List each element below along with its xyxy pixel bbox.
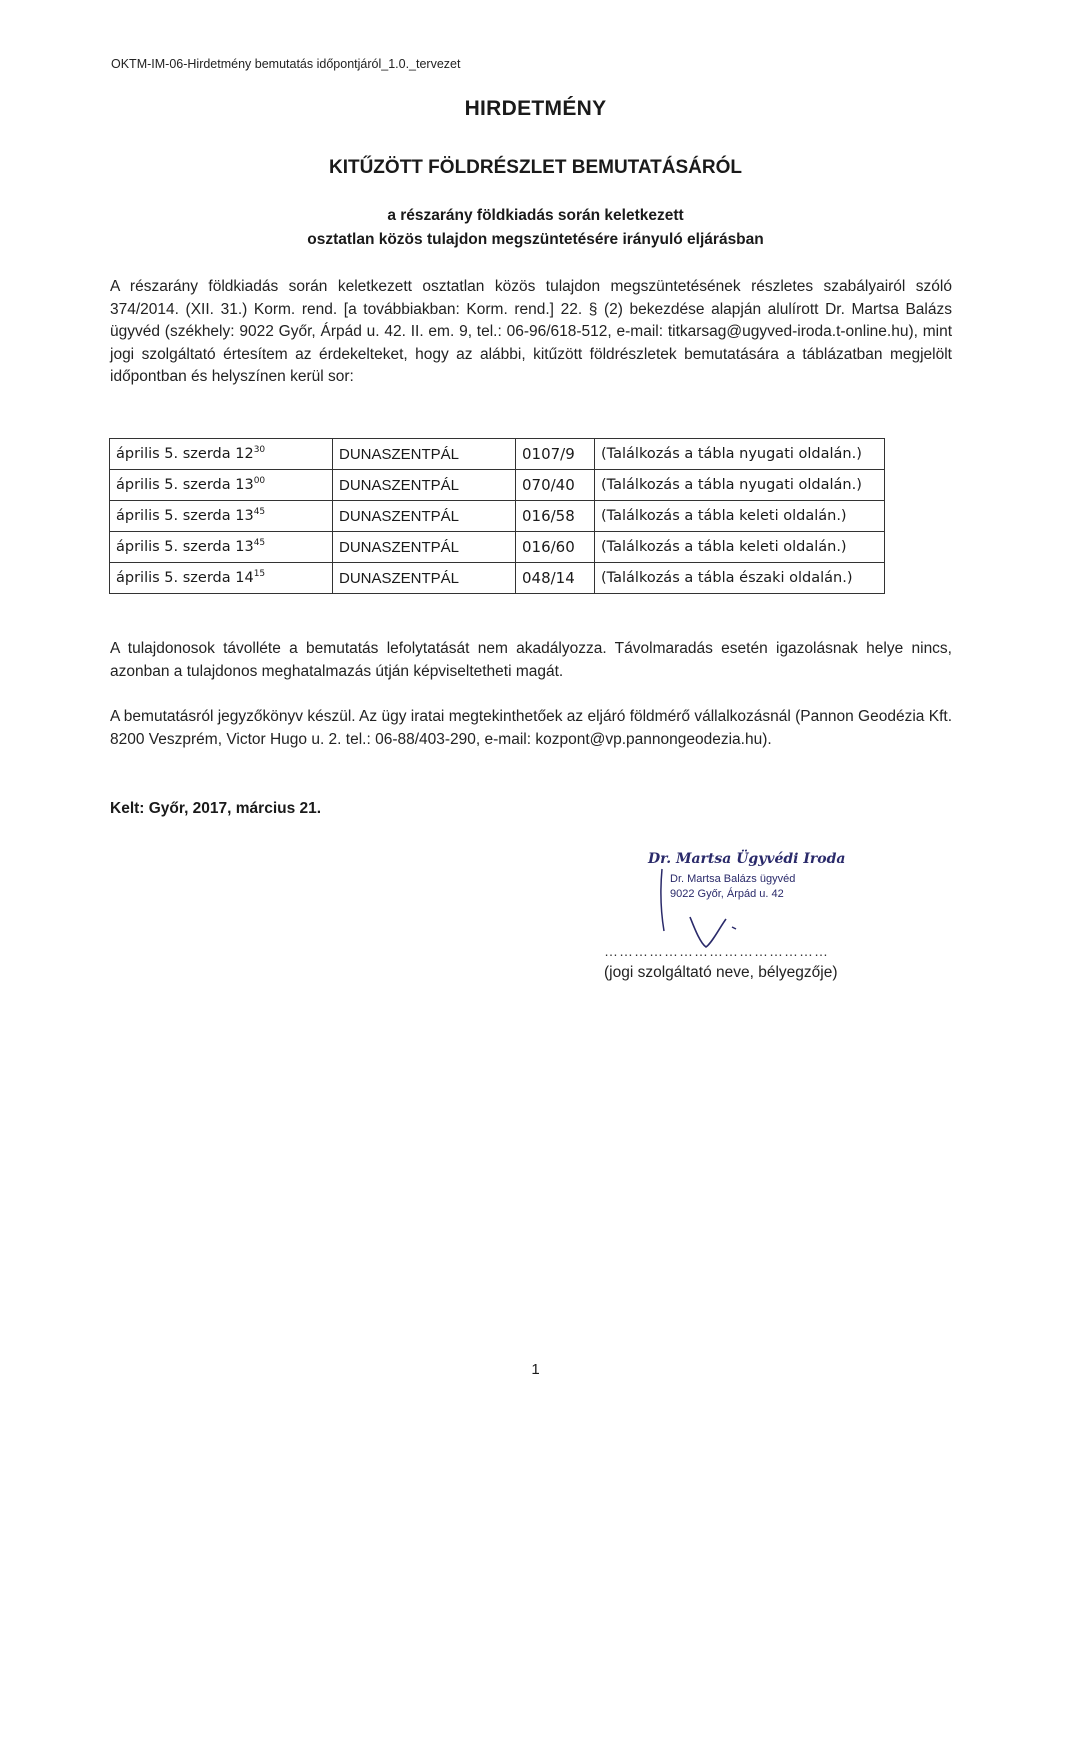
- law-office-stamp: [648, 851, 878, 951]
- document-id: OKTM-IM-06-Hirdetmény bemutatás időpontjáról_1.0._tervezet: [111, 57, 461, 71]
- schedule-table: [109, 438, 885, 594]
- page-number: 1: [531, 1361, 540, 1378]
- absence-paragraph: A tulajdonosok távolléte a bemutatás lefolytatását nem akadályozza. Távolmaradás esetén igazolásnak helye nincs, azonban a tulajdonos meghatalmazás útján képviseltetheti magát.: [110, 640, 952, 680]
- schedule-place: DUNASZENTPÁL: [333, 439, 516, 470]
- schedule-date: április 5. szerda 14: [116, 570, 254, 586]
- schedule-date: április 5. szerda 12: [116, 446, 254, 462]
- table-row: [110, 532, 885, 563]
- subtitle-line-1: a részarány földkiadás során keletkezett: [387, 207, 684, 224]
- schedule-note: (Találkozás a tábla keleti oldalán.): [595, 501, 885, 532]
- schedule-note: (Találkozás a tábla nyugati oldalán.): [595, 470, 885, 501]
- schedule-place: DUNASZENTPÁL: [333, 563, 516, 594]
- schedule-time-minutes: 00: [253, 476, 266, 487]
- schedule-date-cell: [110, 563, 333, 594]
- stamp-address: 9022 Győr, Árpád u. 42: [670, 888, 784, 900]
- schedule-date: április 5. szerda 13: [116, 508, 254, 524]
- schedule-date-cell: [110, 470, 333, 501]
- schedule-date: április 5. szerda 13: [116, 477, 254, 493]
- stamp-office-name: Dr. Martsa Ügyvédi Iroda: [648, 851, 846, 867]
- minutes-paragraph: A bemutatásról jegyzőkönyv készül. Az ügy iratai megtekinthetőek az eljáró földmérő vállalkozásnál (Pannon Geodézia Kft. 8200 Veszprém, Victor Hugo u. 2. tel.: 06-88/403-290, e-mail: kozpont@vp.pannongeodezia.hu).: [110, 708, 952, 748]
- schedule-parcel: 016/60: [516, 532, 595, 563]
- table-row: [110, 501, 885, 532]
- page-subtitle: KITŰZÖTT FÖLDRÉSZLET BEMUTATÁSÁRÓL: [328, 157, 743, 178]
- schedule-parcel: 070/40: [516, 470, 595, 501]
- schedule-time-minutes: 15: [253, 569, 266, 580]
- table-row: [110, 439, 885, 470]
- table-row: [110, 563, 885, 594]
- schedule-date-cell: [110, 532, 333, 563]
- table-row: [110, 470, 885, 501]
- subtitle-line-2: osztatlan közös tulajdon megszüntetésére irányuló eljárásban: [307, 231, 764, 248]
- schedule-parcel: 048/14: [516, 563, 595, 594]
- schedule-parcel: 016/58: [516, 501, 595, 532]
- handwritten-signature-icon: [648, 851, 878, 951]
- page-title: HIRDETMÉNY: [464, 97, 607, 120]
- stamp-lawyer-name: Dr. Martsa Balázs ügyvéd: [670, 873, 796, 885]
- schedule-parcel: 0107/9: [516, 439, 595, 470]
- schedule-note: (Találkozás a tábla északi oldalán.): [595, 563, 885, 594]
- schedule-note: (Találkozás a tábla keleti oldalán.): [595, 532, 885, 563]
- schedule-place: DUNASZENTPÁL: [333, 501, 516, 532]
- schedule-date-cell: [110, 439, 333, 470]
- schedule-place: DUNASZENTPÁL: [333, 532, 516, 563]
- schedule-date: április 5. szerda 13: [116, 539, 254, 555]
- dated-line: Kelt: Győr, 2017, március 21.: [110, 800, 322, 817]
- intro-paragraph: A részarány földkiadás során keletkezett osztatlan közös tulajdon megszüntetésének részletes szabályairól szóló 374/2014. (XII. 31.) Korm. rend. [a továbbiakban: Korm. rend.] 22. § (2) bekezdése alapján alulírott Dr. Martsa Balázs ügyvéd (székhely: 9022 Győr, Árpád u. 42. II. em. 9, tel.: 06-96/618-512, e-mail: titkarsag@ugyved-iroda.t-online.hu), mint jogi szolgáltató értesítem az érdekelteket, hogy az alábbi, kitűzött földrészletek bemutatására a táblázatban megjelölt időpontban és helyszínen kerül sor:: [110, 278, 952, 385]
- schedule-date-cell: [110, 501, 333, 532]
- signature-caption: (jogi szolgáltató neve, bélyegzője): [604, 964, 838, 981]
- schedule-time-minutes: 45: [253, 507, 266, 518]
- schedule-time-minutes: 30: [253, 445, 266, 456]
- schedule-note: (Találkozás a tábla nyugati oldalán.): [595, 439, 885, 470]
- signature-line: ………………………………………: [604, 943, 829, 959]
- schedule-place: DUNASZENTPÁL: [333, 470, 516, 501]
- schedule-time-minutes: 45: [253, 538, 266, 549]
